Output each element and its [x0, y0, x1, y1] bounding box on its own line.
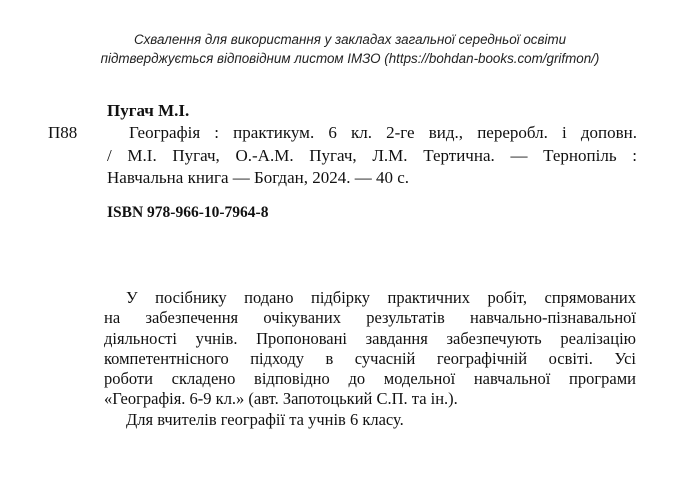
annotation-line: на забезпечення очікуваних результатів навчально-пізнавальної: [104, 308, 636, 328]
biblio-line: Географія : практикум. 6 кл. 2-ге вид., переробл. і доповн.: [129, 123, 637, 142]
annotation-line: компетентнісного підходу в сучасній географічній освіті. Усі: [104, 348, 636, 368]
approval-line-1: Схвалення для використання у закладах загальної середньої освіти: [133, 32, 567, 47]
annotation-line: діяльності учнів. Пропоновані завдання забезпечують реалізацію: [104, 328, 636, 348]
bibliographic-description: [107, 122, 637, 190]
approval-notice: [0, 30, 700, 68]
annotation: [104, 288, 636, 410]
annotation-line: роботи складено відповідно до модельної навчальної програми: [104, 369, 636, 389]
isbn: ISBN 978-966-10-7964-8: [107, 204, 269, 221]
catalog-code: П88: [48, 123, 78, 142]
author-name: Пугач М.І.: [107, 101, 190, 120]
biblio-line: Навчальна книга — Богдан, 2024. — 40 с.: [107, 168, 410, 187]
annotation-line: «Географія. 6-9 кл.» (авт. Запотоцький С.П. та ін.).: [104, 389, 458, 409]
annotation-line: У посібнику подано підбірку практичних робіт, спрямованих: [126, 288, 636, 307]
biblio-line: / М.І. Пугач, О.-А.М. Пугач, Л.М. Тертична. — Тернопіль :: [107, 145, 637, 165]
approval-line-2: підтверджується відповідним листом ІМЗО (https://bohdan-books.com/grifmon/): [100, 51, 600, 66]
target-audience: Для вчителів географії та учнів 6 класу.: [126, 410, 404, 429]
